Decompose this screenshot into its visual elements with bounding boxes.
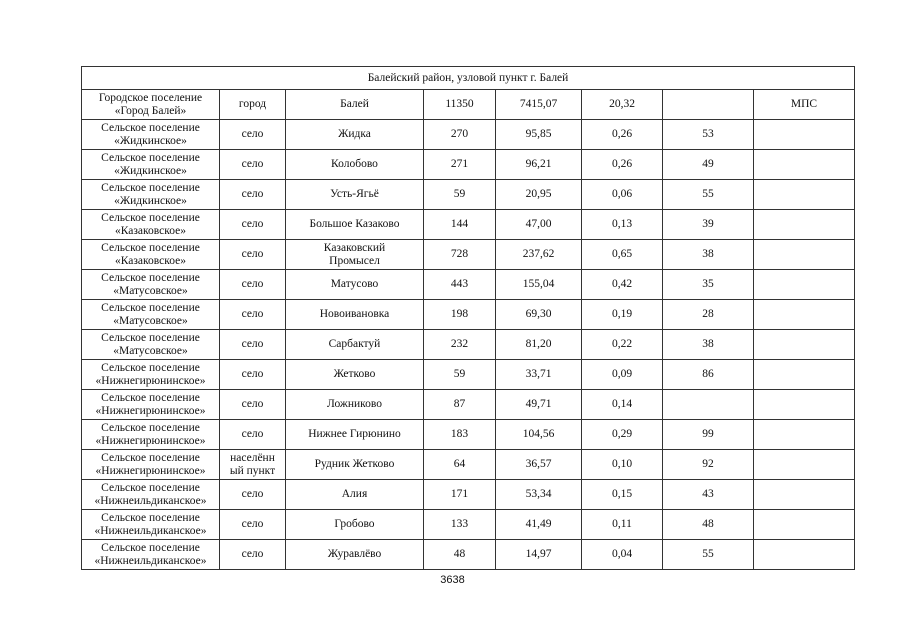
table-row	[82, 330, 855, 360]
settlement-cell-line: Сельское поселение	[101, 421, 200, 434]
table-title: Балейский район, узловой пункт г. Балей	[82, 67, 855, 90]
value-4-cell	[754, 120, 855, 150]
value-2-cell: 0,26	[582, 150, 663, 180]
settlement-cell	[82, 180, 220, 210]
value-3-cell	[663, 390, 754, 420]
value-4-cell	[754, 240, 855, 270]
value-3-cell: 43	[663, 480, 754, 510]
settlement-cell-line: «Казаковское»	[115, 224, 186, 237]
locality-type-cell	[220, 450, 286, 480]
value-1-cell: 53,34	[496, 480, 582, 510]
population-cell: 59	[424, 360, 496, 390]
locality-name-cell	[286, 180, 424, 210]
settlement-cell-line: Сельское поселение	[101, 511, 200, 524]
value-1-cell: 47,00	[496, 210, 582, 240]
population-cell: 144	[424, 210, 496, 240]
locality-type-cell-line: село	[241, 368, 264, 380]
locality-name-cell-line: Матусово	[330, 278, 379, 290]
table-row	[82, 210, 855, 240]
value-1-cell: 20,95	[496, 180, 582, 210]
value-2-cell: 0,26	[582, 120, 663, 150]
value-3-cell: 92	[663, 450, 754, 480]
value-2-cell: 0,09	[582, 360, 663, 390]
settlement-cell-line: «Матусовское»	[113, 284, 188, 297]
value-2-cell: 20,32	[582, 90, 663, 120]
settlement-cell-line: «Жидкинское»	[114, 164, 187, 177]
value-3-cell: 49	[663, 150, 754, 180]
settlement-cell	[82, 480, 220, 510]
settlement-cell	[82, 390, 220, 420]
locality-name-cell-line: Жетково	[333, 368, 376, 380]
locality-type-cell	[220, 270, 286, 300]
settlement-cell	[82, 210, 220, 240]
locality-name-cell	[286, 90, 424, 120]
settlement-cell-line: «Нижнеильдиканское»	[94, 494, 207, 507]
settlement-cell-line: Сельское поселение	[101, 271, 200, 284]
locality-type-cell-line: село	[241, 308, 264, 320]
settlement-cell	[82, 150, 220, 180]
locality-type-cell	[220, 210, 286, 240]
value-4-cell	[754, 300, 855, 330]
locality-name-cell-line: Сарбактуй	[328, 338, 381, 350]
value-2-cell: 0,14	[582, 390, 663, 420]
settlement-cell-line: «Город Балей»	[114, 104, 187, 117]
settlement-cell-line: «Жидкинское»	[114, 194, 187, 207]
value-4-cell	[754, 270, 855, 300]
settlement-cell-line: «Нижнегирюнинское»	[95, 464, 206, 477]
locality-type-cell-line: село	[241, 128, 264, 140]
locality-type-cell-line: село	[241, 158, 264, 170]
value-1-cell: 81,20	[496, 330, 582, 360]
settlement-cell	[82, 240, 220, 270]
locality-type-cell	[220, 390, 286, 420]
value-4-cell	[754, 180, 855, 210]
value-1-cell: 36,57	[496, 450, 582, 480]
locality-name-cell	[286, 330, 424, 360]
value-3-cell: 53	[663, 120, 754, 150]
settlement-cell-line: Сельское поселение	[101, 331, 200, 344]
value-4-cell	[754, 390, 855, 420]
locality-type-cell	[220, 330, 286, 360]
table-title-row	[82, 67, 855, 90]
table-row	[82, 480, 855, 510]
value-4-cell	[754, 540, 855, 570]
settlement-cell-line: «Казаковское»	[115, 254, 186, 267]
settlement-cell-line: «Нижнегирюнинское»	[95, 434, 206, 447]
locality-type-cell-line: город	[238, 98, 267, 110]
value-3-cell	[663, 90, 754, 120]
settlement-cell	[82, 330, 220, 360]
population-cell: 11350	[424, 90, 496, 120]
table-row	[82, 150, 855, 180]
locality-name-cell	[286, 450, 424, 480]
locality-type-cell-line: село	[241, 188, 264, 200]
value-3-cell: 38	[663, 330, 754, 360]
value-4-cell: МПС	[754, 90, 855, 120]
value-2-cell: 0,06	[582, 180, 663, 210]
settlement-cell	[82, 360, 220, 390]
locality-name-cell	[286, 480, 424, 510]
locality-name-cell	[286, 540, 424, 570]
settlement-cell-line: Сельское поселение	[101, 151, 200, 164]
locality-name-cell-line: Казаковский	[323, 241, 386, 254]
locality-type-cell-line: село	[241, 548, 264, 560]
population-cell: 87	[424, 390, 496, 420]
value-3-cell: 39	[663, 210, 754, 240]
locality-name-cell	[286, 270, 424, 300]
value-1-cell: 96,21	[496, 150, 582, 180]
locality-name-cell-line: Усть-Ягьё	[330, 188, 379, 200]
value-1-cell: 95,85	[496, 120, 582, 150]
settlement-cell-line: «Нижнегирюнинское»	[95, 404, 206, 417]
settlement-cell-line: Сельское поселение	[101, 211, 200, 224]
settlement-cell	[82, 510, 220, 540]
settlement-cell-line: Сельское поселение	[101, 301, 200, 314]
settlement-cell-line: Сельское поселение	[101, 391, 200, 404]
settlement-cell-line: «Нижнеильдиканское»	[94, 554, 207, 567]
locality-name-cell-line: Большое Казаково	[309, 218, 400, 230]
population-cell: 59	[424, 180, 496, 210]
settlement-cell	[82, 90, 220, 120]
value-1-cell: 7415,07	[496, 90, 582, 120]
locality-type-cell-line: село	[241, 218, 264, 230]
value-2-cell: 0,65	[582, 240, 663, 270]
table-row	[82, 420, 855, 450]
value-2-cell: 0,29	[582, 420, 663, 450]
population-cell: 48	[424, 540, 496, 570]
locality-name-cell-line: Промысел	[329, 254, 380, 267]
settlement-cell-line: Сельское поселение	[101, 541, 200, 554]
settlement-cell	[82, 540, 220, 570]
table-row	[82, 120, 855, 150]
document-table-container	[81, 66, 854, 570]
locality-name-cell-line: Гробово	[334, 518, 375, 530]
table-row	[82, 510, 855, 540]
settlement-cell-line: Городское поселение	[98, 91, 203, 104]
value-1-cell: 69,30	[496, 300, 582, 330]
table-row	[82, 90, 855, 120]
value-3-cell: 28	[663, 300, 754, 330]
settlement-cell-line: «Нижнеильдиканское»	[94, 524, 207, 537]
value-2-cell: 0,42	[582, 270, 663, 300]
settlement-cell-line: Сельское поселение	[101, 481, 200, 494]
locality-type-cell	[220, 240, 286, 270]
population-cell: 232	[424, 330, 496, 360]
locality-type-cell	[220, 540, 286, 570]
locality-type-cell-line: село	[241, 488, 264, 500]
locality-type-cell	[220, 150, 286, 180]
locality-type-cell-line: село	[241, 428, 264, 440]
locality-type-cell-line: село	[241, 398, 264, 410]
settlement-cell-line: Сельское поселение	[101, 361, 200, 374]
locality-name-cell-line: Балей	[340, 98, 369, 110]
value-1-cell: 155,04	[496, 270, 582, 300]
locality-name-cell-line: Новоивановка	[319, 308, 390, 320]
value-4-cell	[754, 150, 855, 180]
locality-name-cell-line: Алия	[341, 488, 368, 500]
value-2-cell: 0,19	[582, 300, 663, 330]
settlement-cell	[82, 120, 220, 150]
value-2-cell: 0,22	[582, 330, 663, 360]
value-2-cell: 0,04	[582, 540, 663, 570]
locality-name-cell	[286, 420, 424, 450]
settlement-cell-line: Сельское поселение	[101, 451, 200, 464]
locality-name-cell-line: Рудник Жетково	[314, 458, 395, 470]
value-1-cell: 237,62	[496, 240, 582, 270]
value-4-cell	[754, 330, 855, 360]
locality-name-cell	[286, 120, 424, 150]
value-4-cell	[754, 510, 855, 540]
value-1-cell: 49,71	[496, 390, 582, 420]
settlement-cell	[82, 270, 220, 300]
population-cell: 443	[424, 270, 496, 300]
table-row	[82, 450, 855, 480]
value-3-cell: 55	[663, 180, 754, 210]
settlement-cell	[82, 450, 220, 480]
population-cell: 64	[424, 450, 496, 480]
population-cell: 198	[424, 300, 496, 330]
table-row	[82, 240, 855, 270]
value-3-cell: 35	[663, 270, 754, 300]
value-1-cell: 14,97	[496, 540, 582, 570]
population-cell: 183	[424, 420, 496, 450]
value-3-cell: 86	[663, 360, 754, 390]
value-1-cell: 33,71	[496, 360, 582, 390]
locality-name-cell-line: Ложниково	[326, 398, 383, 410]
locality-name-cell-line: Колобово	[331, 158, 378, 170]
population-cell: 171	[424, 480, 496, 510]
locality-name-cell	[286, 360, 424, 390]
value-2-cell: 0,13	[582, 210, 663, 240]
value-1-cell: 104,56	[496, 420, 582, 450]
settlement-cell-line: Сельское поселение	[101, 241, 200, 254]
value-2-cell: 0,10	[582, 450, 663, 480]
locality-name-cell	[286, 210, 424, 240]
settlement-cell-line: «Матусовское»	[113, 344, 188, 357]
value-4-cell	[754, 360, 855, 390]
locality-type-cell	[220, 300, 286, 330]
locality-name-cell	[286, 390, 424, 420]
table-row	[82, 540, 855, 570]
settlement-cell-line: «Нижнегирюнинское»	[95, 374, 206, 387]
settlement-cell	[82, 300, 220, 330]
table-row	[82, 270, 855, 300]
population-cell: 133	[424, 510, 496, 540]
locality-type-cell	[220, 420, 286, 450]
locality-type-cell	[220, 120, 286, 150]
locality-name-cell	[286, 150, 424, 180]
settlements-table	[81, 66, 855, 570]
locality-type-cell-line: ый пункт	[229, 464, 276, 477]
locality-type-cell-line: село	[241, 278, 264, 290]
population-cell: 728	[424, 240, 496, 270]
table-row	[82, 360, 855, 390]
value-3-cell: 55	[663, 540, 754, 570]
value-2-cell: 0,11	[582, 510, 663, 540]
locality-type-cell-line: населённ	[230, 451, 275, 464]
population-cell: 270	[424, 120, 496, 150]
value-3-cell: 38	[663, 240, 754, 270]
settlement-cell-line: Сельское поселение	[101, 181, 200, 194]
value-4-cell	[754, 450, 855, 480]
locality-type-cell	[220, 480, 286, 510]
value-3-cell: 99	[663, 420, 754, 450]
locality-type-cell-line: село	[241, 248, 264, 260]
locality-type-cell	[220, 180, 286, 210]
locality-name-cell-line: Жидка	[338, 128, 371, 140]
table-row	[82, 300, 855, 330]
page-number: 3638	[440, 574, 465, 586]
value-4-cell	[754, 480, 855, 510]
locality-type-cell	[220, 360, 286, 390]
value-3-cell: 48	[663, 510, 754, 540]
population-cell: 271	[424, 150, 496, 180]
value-1-cell: 41,49	[496, 510, 582, 540]
settlement-cell-line: «Жидкинское»	[114, 134, 187, 147]
locality-name-cell	[286, 300, 424, 330]
locality-name-cell-line: Журавлёво	[327, 548, 382, 560]
settlement-cell	[82, 420, 220, 450]
value-4-cell	[754, 210, 855, 240]
locality-type-cell-line: село	[241, 518, 264, 530]
locality-name-cell-line: Нижнее Гирюнино	[308, 428, 401, 440]
locality-name-cell	[286, 240, 424, 270]
settlement-cell-line: «Матусовское»	[113, 314, 188, 327]
locality-type-cell-line: село	[241, 338, 264, 350]
value-2-cell: 0,15	[582, 480, 663, 510]
value-4-cell	[754, 420, 855, 450]
table-row	[82, 390, 855, 420]
locality-name-cell	[286, 510, 424, 540]
settlement-cell-line: Сельское поселение	[101, 121, 200, 134]
table-row	[82, 180, 855, 210]
locality-type-cell	[220, 510, 286, 540]
locality-type-cell	[220, 90, 286, 120]
